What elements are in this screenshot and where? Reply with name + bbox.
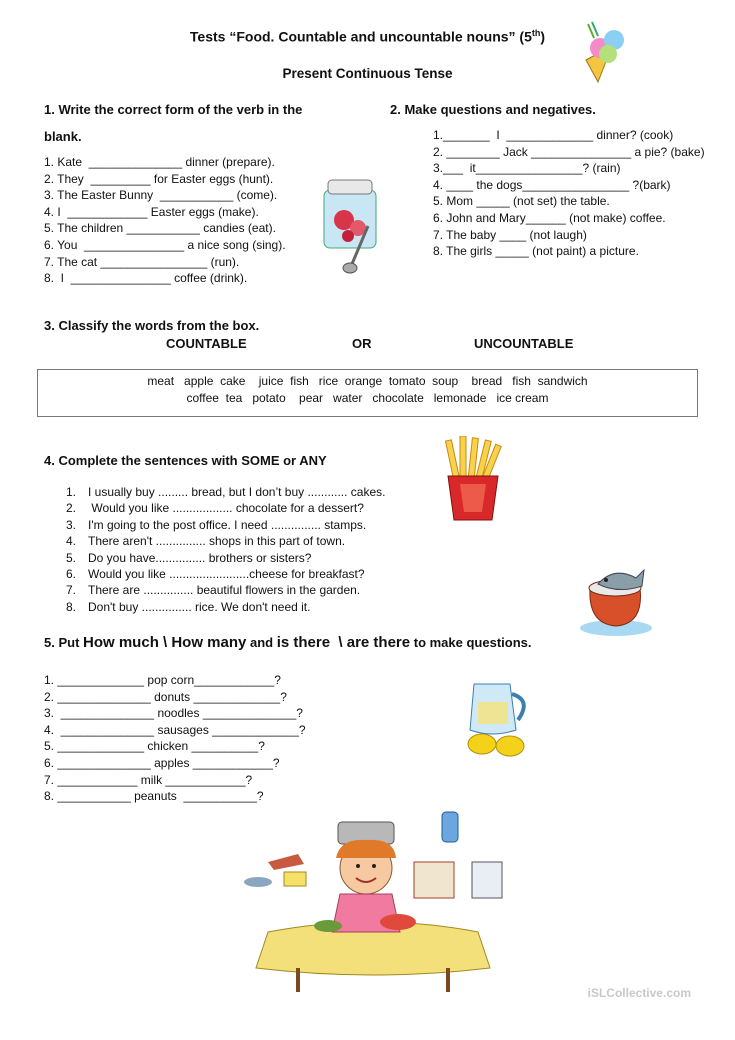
list-item: 6. You _______________ a nice song (sing). (44, 237, 286, 252)
column-uncountable: UNCOUNTABLE (474, 336, 574, 351)
list-item: 5. _____________ chicken __________? (44, 739, 265, 754)
list-item: 7. ____________ milk ____________? (44, 772, 253, 787)
lemonade-illustration (460, 676, 548, 758)
worksheet-subtitle: Present Continuous Tense (282, 66, 453, 81)
list-item: 3. I'm going to the post office. I need ............... stamps. (66, 517, 367, 532)
exercise-5-heading: 5. Put How much \ How many and is there \ are there to make questions. (44, 634, 532, 651)
list-item: 1._______ I _____________ dinner? (cook) (433, 128, 674, 142)
list-item: 6. John and Mary______ (not make) coffee. (433, 210, 666, 225)
list-item: 4. I ____________ Easter eggs (make). (44, 204, 259, 219)
list-item: 6. ______________ apples ____________? (44, 755, 280, 770)
exercise-1-heading: 1. Write the correct form of the verb in the (44, 102, 303, 117)
list-item: 2. ______________ donuts _____________? (44, 689, 287, 704)
list-item: 1. I usually buy ......... bread, but I don’t buy ............ cakes. (66, 485, 386, 499)
exercise-4-heading: 4. Complete the sentences with SOME or ANY (44, 453, 327, 468)
list-item: 2. They _________ for Easter eggs (hunt). (44, 171, 274, 186)
exercise-2-list (433, 127, 705, 260)
list-item: 7. The baby ____ (not laugh) (433, 227, 587, 242)
word-list-line-2: coffee tea potato pear water chocolate lemonade ice cream (186, 391, 549, 405)
list-item: 8. Don't buy ............... rice. We don't need it. (66, 599, 311, 614)
list-item: 3.___ it________________? (rain) (433, 161, 621, 176)
exercise-4-list (66, 484, 385, 615)
list-item: 3. The Easter Bunny ___________ (come). (44, 188, 278, 203)
list-item: 2. ________ Jack _______________ a pie? (bake) (433, 144, 705, 159)
cooking-girl-illustration (228, 802, 518, 998)
list-item: 5. The children ___________ candies (eat). (44, 221, 276, 236)
list-item: 5. Do you have............... brothers or sisters? (66, 550, 312, 565)
list-item: 8. I _______________ coffee (drink). (44, 271, 248, 286)
french-fries-illustration (442, 436, 504, 522)
word-list-line-1: meat apple cake juice fish rice orange tomato soup bread fish sandwich (147, 374, 588, 388)
list-item: 6. Would you like ........................cheese for breakfast? (66, 567, 365, 582)
column-or: OR (352, 336, 372, 351)
exercise-5-list (44, 672, 306, 805)
word-box (37, 369, 698, 417)
list-item: 8. ___________ peanuts ___________? (44, 789, 264, 804)
watermark: iSLCollective.com (587, 986, 691, 1000)
list-item: 7. There are ............... beautiful flowers in the garden. (66, 583, 361, 598)
exercise-3-heading: 3. Classify the words from the box. (44, 318, 260, 333)
column-countable: COUNTABLE (166, 336, 247, 351)
exercise-2-heading: 2. Make questions and negatives. (390, 102, 596, 117)
list-item: 3. ______________ noodles ______________? (44, 706, 303, 721)
fish-bowl-illustration (578, 558, 656, 638)
exercise-1-list (44, 154, 286, 287)
exercise-1-heading-cont: blank. (44, 129, 82, 144)
worksheet-title: Tests “Food. Countable and uncountable nouns” (5th) (189, 28, 546, 45)
list-item: 8. The girls _____ (not paint) a picture. (433, 244, 639, 259)
list-item: 2. Would you like .................. chocolate for a dessert? (66, 501, 364, 516)
jam-jar-illustration (318, 176, 384, 276)
list-item: 1. Kate ______________ dinner (prepare). (44, 155, 275, 169)
list-item: 4. There aren't ............... shops in this part of town. (66, 534, 346, 549)
list-item: 1. _____________ pop corn____________? (44, 673, 281, 687)
list-item: 7. The cat ________________ (run). (44, 254, 240, 269)
ice-cream-illustration (578, 16, 634, 86)
list-item: 4. ____ the dogs________________ ?(bark) (433, 177, 671, 192)
list-item: 5. Mom _____ (not set) the table. (433, 194, 610, 209)
list-item: 4. ______________ sausages _____________? (44, 722, 306, 737)
